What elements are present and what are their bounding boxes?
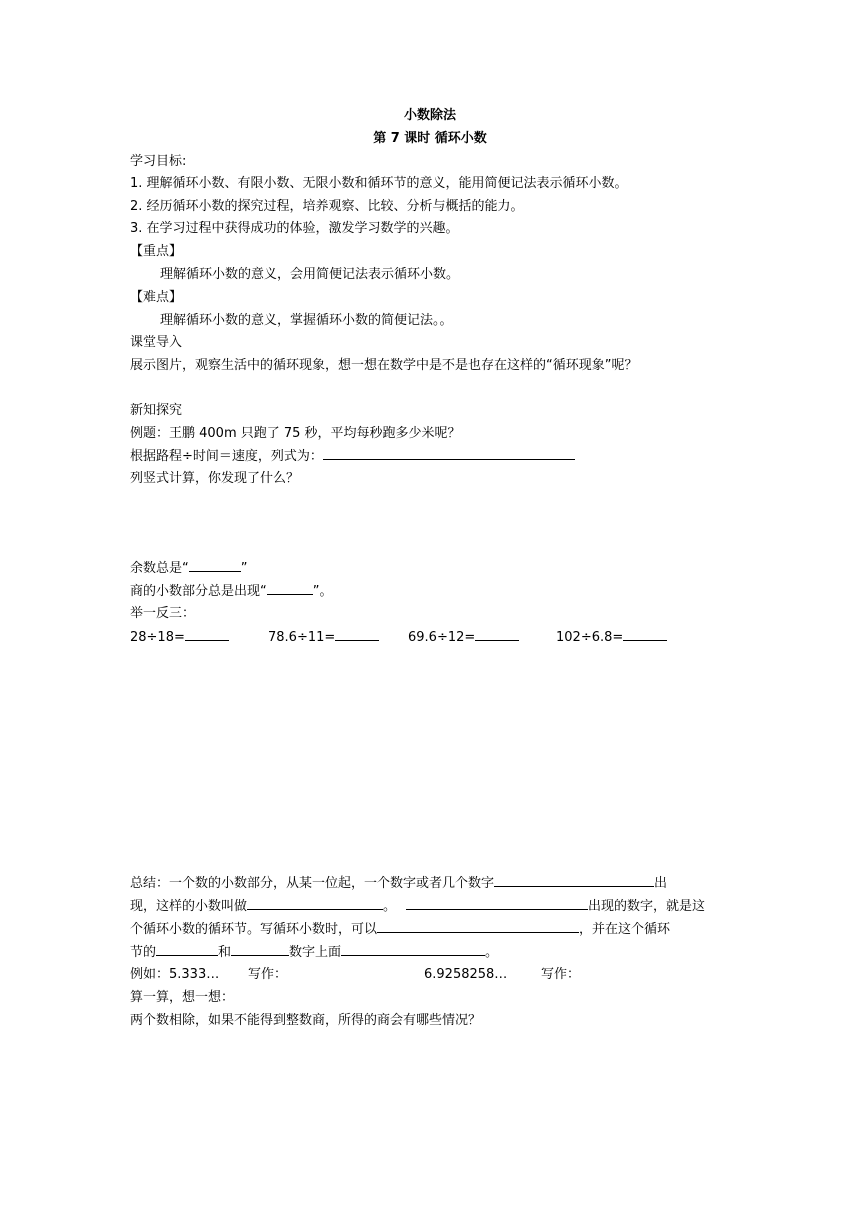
summary-text: ，并在这个循环 — [579, 922, 671, 937]
think-heading: 算一算，想一想： — [130, 990, 235, 1005]
example-a: 例如：5.333… — [130, 967, 220, 982]
explore-heading: 新知探究 — [130, 403, 183, 418]
practice-item — [130, 626, 229, 649]
example-b: 6.9258258… — [424, 967, 508, 982]
objectives-heading: 学习目标: — [130, 154, 187, 169]
quotient-label: 商的小数部分总是出现“ — [130, 584, 267, 599]
remainder-close: ” — [240, 561, 248, 576]
remainder-label: 余数总是“ — [130, 561, 189, 576]
intro-text: 展示图片，观察生活中的循环现象，想一想在数学中是不是也存在这样的“循环现象”呢？ — [130, 358, 638, 373]
summary-text: 数字上面 — [289, 945, 342, 960]
summary-blank[interactable] — [156, 941, 218, 956]
summary-blank[interactable] — [406, 895, 588, 910]
summary-line — [130, 941, 498, 964]
example-a-write: 写作： — [248, 967, 288, 982]
page-title: 小数除法 — [403, 108, 456, 123]
objective-item: 3. 在学习过程中获得成功的体验，激发学习数学的兴趣。 — [130, 221, 459, 236]
practice-answer-blank[interactable] — [185, 626, 229, 641]
summary-text: 出 — [654, 876, 668, 891]
difficult-point-heading: 【难点】 — [130, 290, 183, 305]
practice-expression: 28÷18= — [130, 630, 185, 645]
summary-text: 现，这样的小数叫做 — [130, 899, 248, 914]
practice-expression: 69.6÷12= — [408, 630, 476, 645]
quotient-blank[interactable] — [267, 580, 313, 595]
summary-text: 。 — [485, 945, 499, 960]
practice-answer-blank[interactable] — [335, 626, 379, 641]
objective-item: 1. 理解循环小数、有限小数、无限小数和循环节的意义，能用简便记法表示循环小数。 — [130, 176, 628, 191]
objective-item: 2. 经历循环小数的探究过程，培养观察、比较、分析与概括的能力。 — [130, 199, 524, 214]
summary-text: 和 — [218, 945, 232, 960]
key-point-text: 理解循环小数的意义，会用简便记法表示循环小数。 — [160, 267, 460, 282]
remainder-line — [130, 557, 248, 580]
summary-text: 。 — [383, 899, 397, 914]
think-question: 两个数相除，如果不能得到整数商，所得的商会有哪些情况？ — [130, 1013, 482, 1028]
difficult-point-text: 理解循环小数的意义，掌握循环小数的简便记法。。 — [160, 313, 453, 328]
practice-expression: 78.6÷11= — [268, 630, 336, 645]
page-subtitle: 第 7 课时 循环小数 — [373, 131, 487, 146]
practice-heading: 举一反三： — [130, 606, 196, 621]
practice-answer-blank[interactable] — [623, 626, 667, 641]
summary-text: 节的 — [130, 945, 157, 960]
summary-text: 总结：一个数的小数部分，从某一位起，一个数字或者几个数字 — [130, 876, 495, 891]
practice-expression: 102÷6.8= — [556, 630, 624, 645]
intro-heading: 课堂导入 — [130, 335, 183, 350]
summary-blank[interactable] — [231, 941, 289, 956]
practice-item — [556, 626, 667, 649]
remainder-blank[interactable] — [189, 557, 241, 572]
practice-answer-blank[interactable] — [475, 626, 519, 641]
summary-text: 个循环小数的循环节。写循环小数时，可以 — [130, 922, 378, 937]
formula-blank[interactable] — [323, 445, 575, 460]
example-b-write: 写作： — [541, 967, 581, 982]
summary-blank[interactable] — [341, 941, 485, 956]
summary-text: 出现的数字，就是这 — [588, 899, 706, 914]
practice-item — [408, 626, 519, 649]
example-problem: 例题：王鹏 400m 只跑了 75 秒，平均每秒跑多少米呢？ — [130, 426, 461, 441]
quotient-line — [130, 580, 333, 603]
formula-line — [130, 445, 575, 468]
summary-blank[interactable] — [377, 918, 579, 933]
vertical-prompt: 列竖式计算，你发现了什么？ — [130, 471, 300, 486]
formula-label: 根据路程÷时间＝速度，列式为： — [130, 449, 323, 464]
practice-item — [268, 626, 379, 649]
summary-blank[interactable] — [247, 895, 383, 910]
summary-line — [130, 872, 667, 895]
quotient-close: ”。 — [312, 584, 333, 599]
summary-line — [130, 918, 670, 941]
key-point-heading: 【重点】 — [130, 244, 183, 259]
summary-line — [130, 895, 705, 918]
summary-blank[interactable] — [494, 872, 654, 887]
